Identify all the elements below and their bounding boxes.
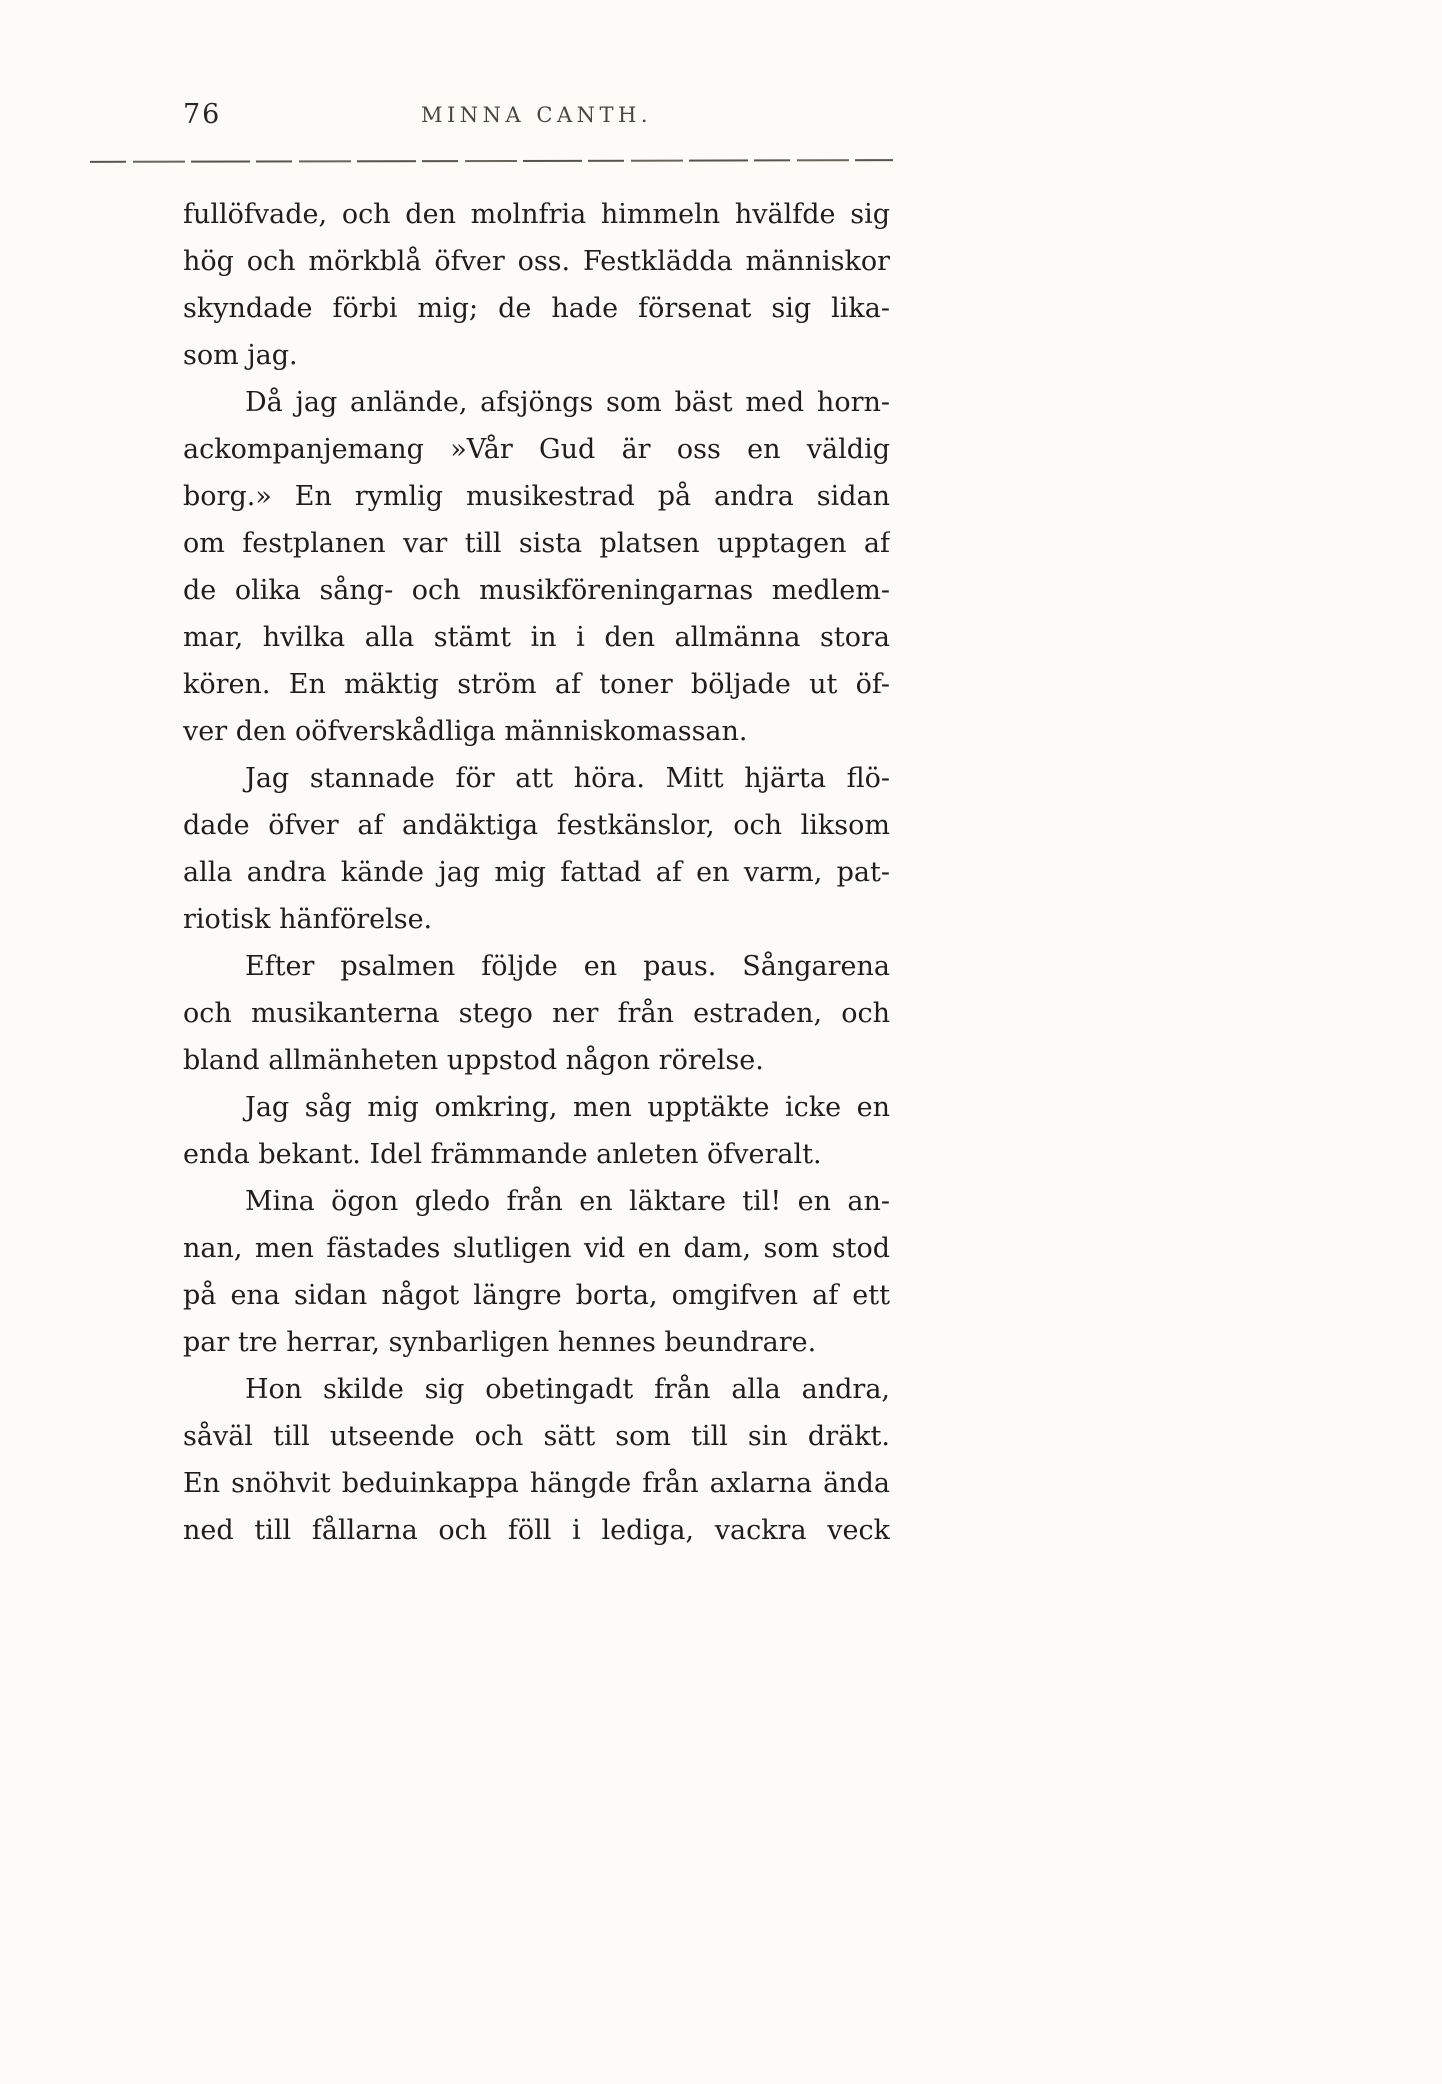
text-line: ver den oöfverskådliga människomassan. bbox=[183, 716, 748, 747]
text-line: dade öfver af andäktiga festkänslor, och liksom bbox=[183, 810, 890, 841]
text-line: enda bekant. Idel främmande anleten öfveralt. bbox=[183, 1139, 822, 1170]
text-line: kören. En mäktig ström af toner böljade ut öf- bbox=[183, 669, 890, 700]
text-line: par tre herrar, synbarligen hennes beundrare. bbox=[183, 1327, 817, 1358]
text-line: Mina ögon gledo från en läktare til! en an- bbox=[245, 1186, 890, 1217]
text-line: En snöhvit beduinkappa hängde från axlarna ända bbox=[183, 1468, 890, 1499]
page-header bbox=[183, 99, 890, 135]
text-line: Hon skilde sig obetingadt från alla andra, bbox=[245, 1374, 890, 1405]
text-line: Jag såg mig omkring, men upptäkte icke en bbox=[245, 1092, 890, 1123]
text-line: Efter psalmen följde en paus. Sångarena bbox=[245, 951, 890, 982]
text-line: såväl till utseende och sätt som till sin dräkt. bbox=[183, 1421, 890, 1452]
text-line: nan, men fästades slutligen vid en dam, som stod bbox=[183, 1233, 890, 1264]
text-line: ned till fållarna och föll i lediga, vackra veck bbox=[183, 1515, 890, 1546]
text-line: ackompanjemang »Vår Gud är oss en väldig bbox=[183, 434, 890, 465]
text-line: skyndade förbi mig; de hade försenat sig lika- bbox=[183, 293, 890, 324]
text-line: Då jag anlände, afsjöngs som bäst med horn- bbox=[245, 387, 890, 418]
text-line: bland allmänheten uppstod någon rörelse. bbox=[183, 1045, 764, 1076]
running-title: MINNA CANTH. bbox=[421, 103, 652, 127]
page-number: 76 bbox=[183, 99, 222, 130]
header-rule bbox=[90, 159, 893, 163]
text-line: de olika sång- och musikföreningarnas medlem- bbox=[183, 575, 890, 606]
text-line: om festplanen var till sista platsen upptagen af bbox=[183, 528, 890, 559]
text-block bbox=[183, 191, 890, 1554]
text-line: riotisk hänförelse. bbox=[183, 904, 433, 935]
text-line: Jag stannade för att höra. Mitt hjärta flö- bbox=[245, 763, 890, 794]
text-line: och musikanterna stego ner från estraden, och bbox=[183, 998, 890, 1029]
text-line: som jag. bbox=[183, 340, 298, 371]
text-line: fullöfvade, och den molnfria himmeln hvälfde sig bbox=[183, 199, 890, 230]
text-line: alla andra kände jag mig fattad af en varm, pat- bbox=[183, 857, 890, 888]
text-line: hög och mörkblå öfver oss. Festklädda människor bbox=[183, 246, 890, 277]
text-line: mar, hvilka alla stämt in i den allmänna stora bbox=[183, 622, 890, 653]
text-line: på ena sidan något längre borta, omgifven af ett bbox=[183, 1280, 890, 1311]
text-line: borg.» En rymlig musikestrad på andra sidan bbox=[183, 481, 890, 512]
